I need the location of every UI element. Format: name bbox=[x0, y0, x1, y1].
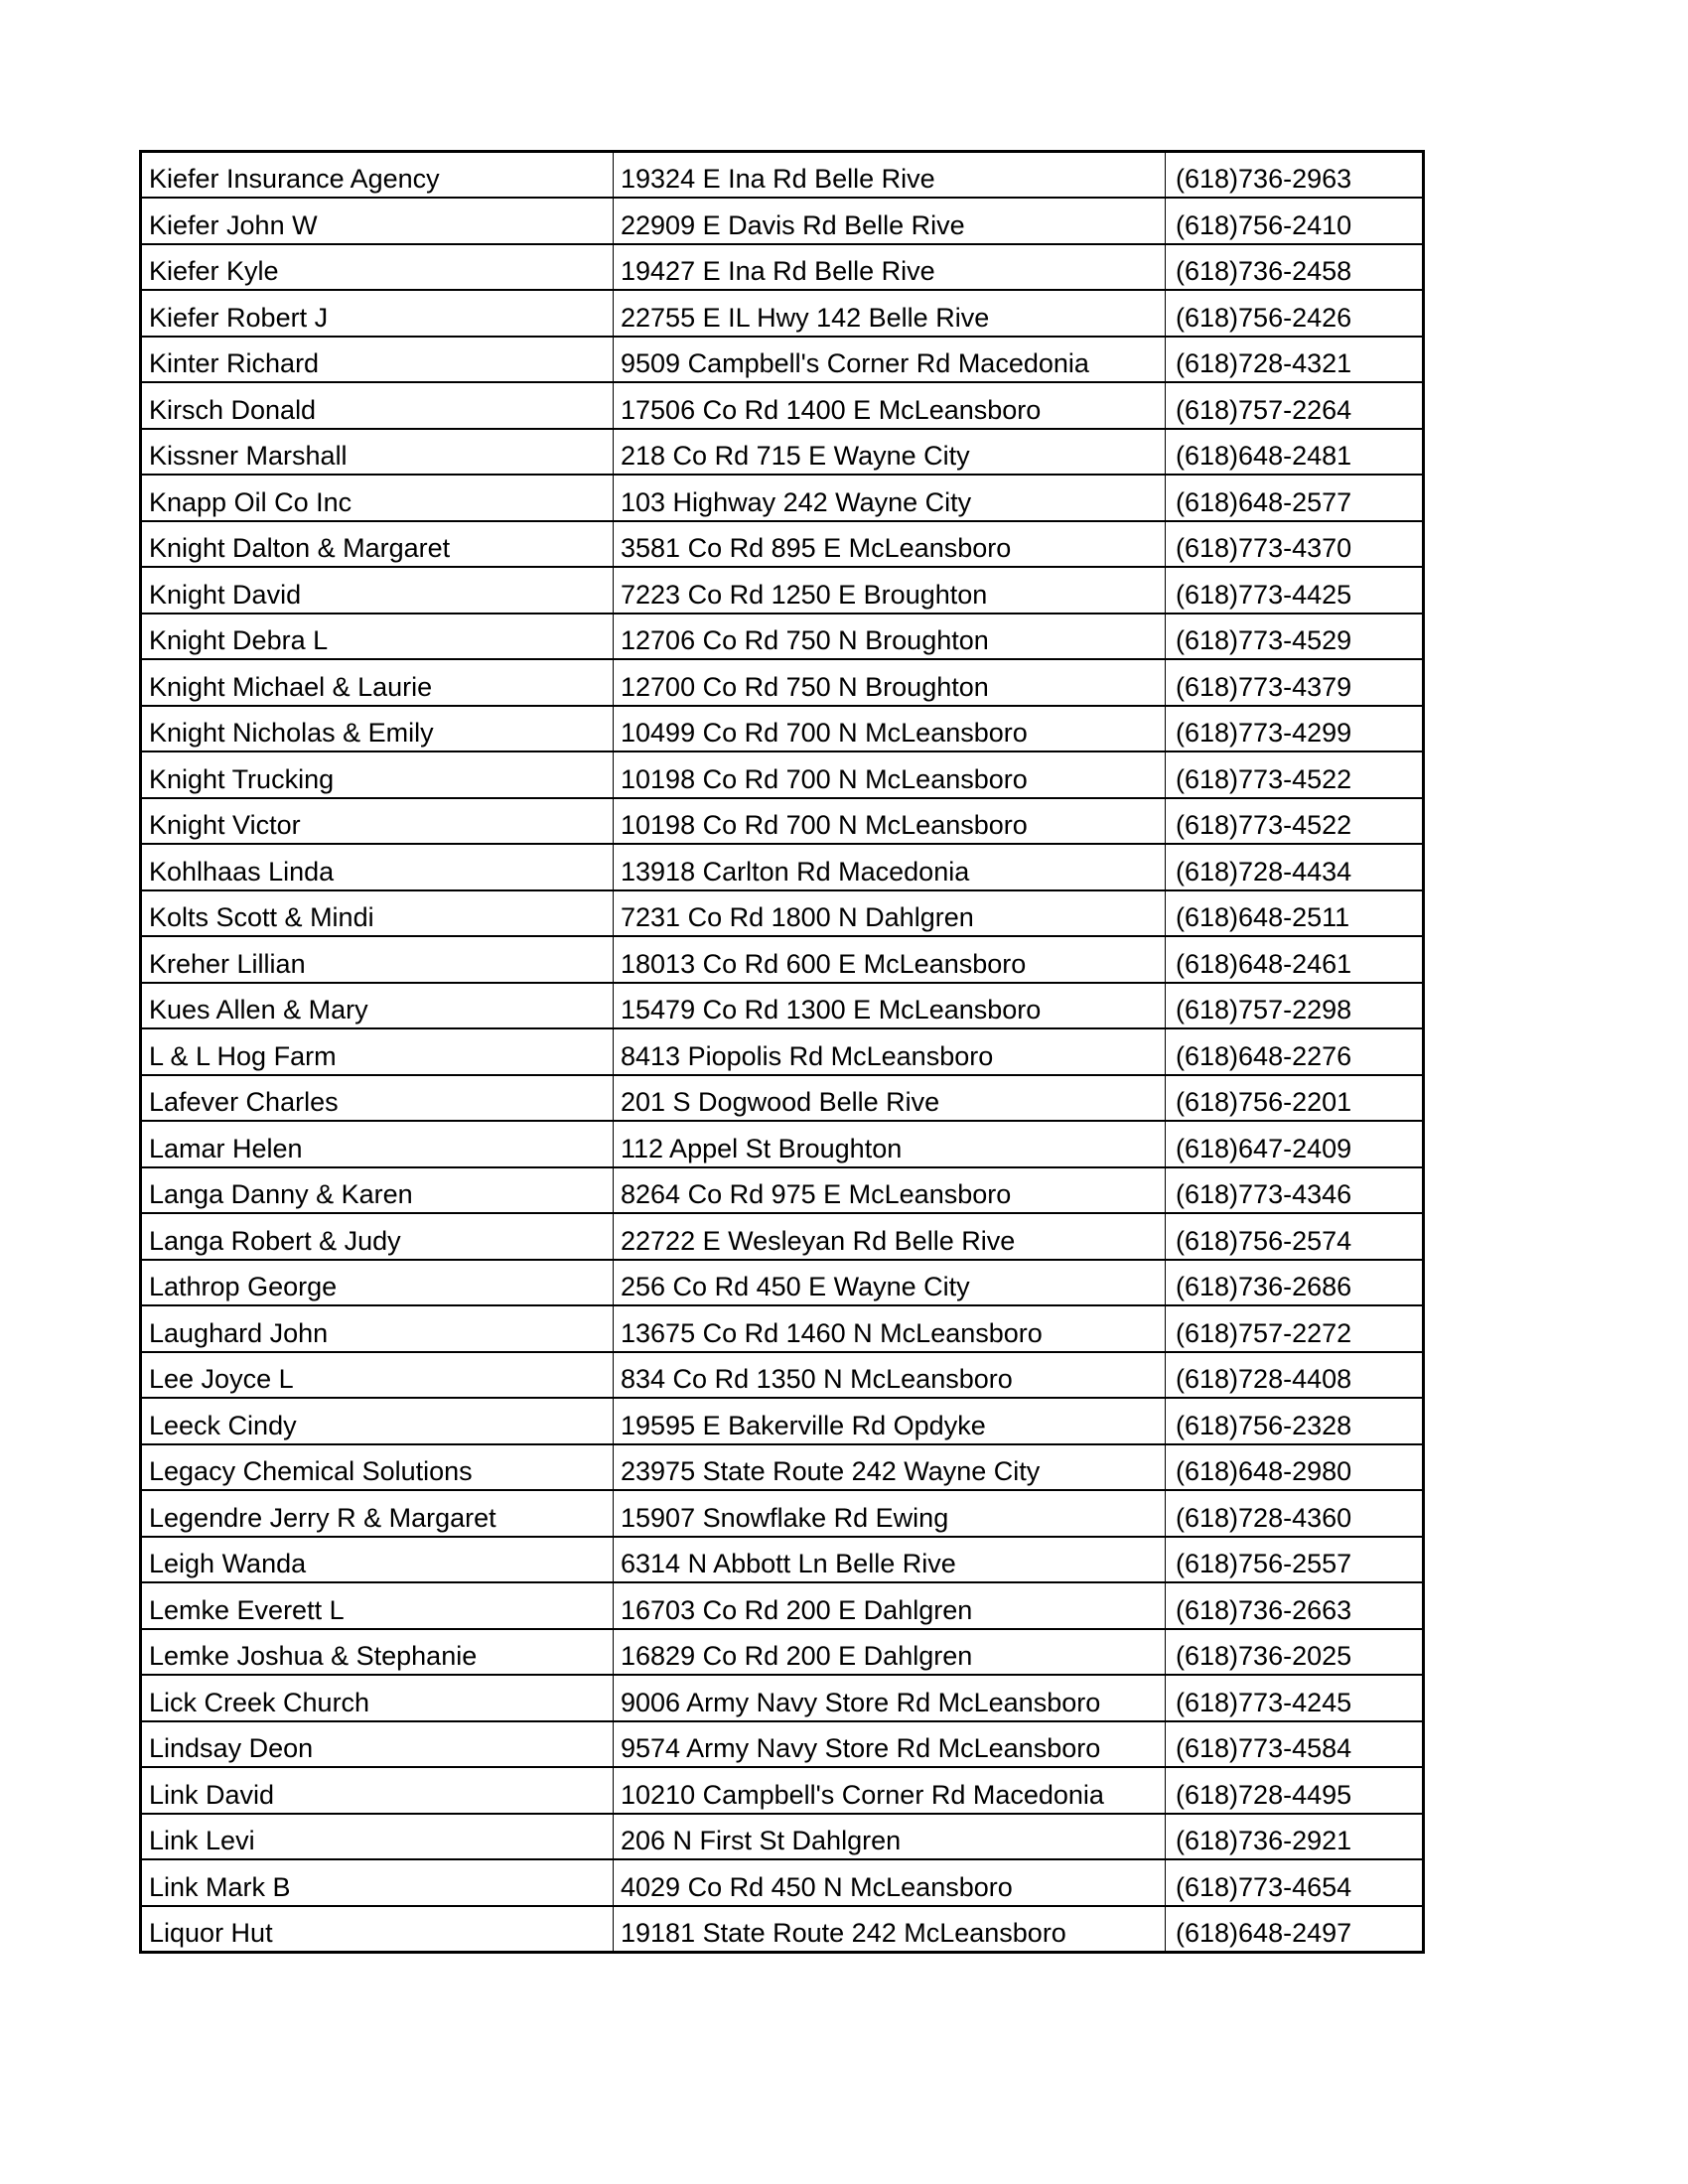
listing-address-cell: 3581 Co Rd 895 E McLeansboro bbox=[614, 521, 1166, 568]
table-row bbox=[141, 521, 1424, 568]
table-row bbox=[141, 844, 1424, 890]
table-row bbox=[141, 337, 1424, 383]
listing-phone-cell: (618)757-2298 bbox=[1166, 983, 1424, 1029]
listing-phone-cell: (618)773-4522 bbox=[1166, 798, 1424, 845]
listing-address-cell: 7231 Co Rd 1800 N Dahlgren bbox=[614, 890, 1166, 937]
listing-name-cell: Langa Danny & Karen bbox=[141, 1167, 614, 1214]
listing-address-cell: 13918 Carlton Rd Macedonia bbox=[614, 844, 1166, 890]
table-row bbox=[141, 1537, 1424, 1583]
table-row bbox=[141, 936, 1424, 983]
listing-phone-cell: (618)648-2577 bbox=[1166, 475, 1424, 521]
listing-phone-cell: (618)728-4321 bbox=[1166, 337, 1424, 383]
listing-address-cell: 17506 Co Rd 1400 E McLeansboro bbox=[614, 382, 1166, 429]
listing-name-cell: Leeck Cindy bbox=[141, 1398, 614, 1444]
listing-name-cell: L & L Hog Farm bbox=[141, 1028, 614, 1075]
listing-name-cell: Lick Creek Church bbox=[141, 1675, 614, 1721]
table-row bbox=[141, 1490, 1424, 1537]
listing-phone-cell: (618)728-4495 bbox=[1166, 1767, 1424, 1814]
listing-name-cell: Lee Joyce L bbox=[141, 1352, 614, 1399]
listing-name-cell: Kirsch Donald bbox=[141, 382, 614, 429]
listing-address-cell: 7223 Co Rd 1250 E Broughton bbox=[614, 567, 1166, 614]
listing-name-cell: Langa Robert & Judy bbox=[141, 1213, 614, 1260]
listing-phone-cell: (618)773-4529 bbox=[1166, 614, 1424, 660]
table-row bbox=[141, 659, 1424, 706]
listing-phone-cell: (618)736-2686 bbox=[1166, 1260, 1424, 1306]
listing-phone-cell: (618)728-4434 bbox=[1166, 844, 1424, 890]
listing-phone-cell: (618)773-4245 bbox=[1166, 1675, 1424, 1721]
table-row bbox=[141, 1028, 1424, 1075]
listing-phone-cell: (618)756-2328 bbox=[1166, 1398, 1424, 1444]
listing-address-cell: 10198 Co Rd 700 N McLeansboro bbox=[614, 751, 1166, 798]
listing-phone-cell: (618)773-4425 bbox=[1166, 567, 1424, 614]
listing-address-cell: 8264 Co Rd 975 E McLeansboro bbox=[614, 1167, 1166, 1214]
table-row bbox=[141, 290, 1424, 337]
listing-name-cell: Leigh Wanda bbox=[141, 1537, 614, 1583]
listing-name-cell: Legacy Chemical Solutions bbox=[141, 1444, 614, 1491]
listing-name-cell: Lafever Charles bbox=[141, 1075, 614, 1122]
table-row bbox=[141, 1305, 1424, 1352]
listing-name-cell: Knight Michael & Laurie bbox=[141, 659, 614, 706]
listing-name-cell: Kinter Richard bbox=[141, 337, 614, 383]
table-row bbox=[141, 198, 1424, 244]
listing-phone-cell: (618)648-2511 bbox=[1166, 890, 1424, 937]
listing-phone-cell: (618)756-2426 bbox=[1166, 290, 1424, 337]
listing-phone-cell: (618)736-2458 bbox=[1166, 244, 1424, 291]
listing-name-cell: Kolts Scott & Mindi bbox=[141, 890, 614, 937]
listing-name-cell: Lemke Everett L bbox=[141, 1582, 614, 1629]
listing-address-cell: 834 Co Rd 1350 N McLeansboro bbox=[614, 1352, 1166, 1399]
table-row bbox=[141, 1167, 1424, 1214]
listing-address-cell: 18013 Co Rd 600 E McLeansboro bbox=[614, 936, 1166, 983]
listing-name-cell: Kreher Lillian bbox=[141, 936, 614, 983]
listing-address-cell: 4029 Co Rd 450 N McLeansboro bbox=[614, 1859, 1166, 1906]
listing-phone-cell: (618)736-2663 bbox=[1166, 1582, 1424, 1629]
listing-name-cell: Knight Nicholas & Emily bbox=[141, 706, 614, 752]
listing-phone-cell: (618)773-4346 bbox=[1166, 1167, 1424, 1214]
listing-address-cell: 103 Highway 242 Wayne City bbox=[614, 475, 1166, 521]
listing-address-cell: 256 Co Rd 450 E Wayne City bbox=[614, 1260, 1166, 1306]
listing-name-cell: Knight Dalton & Margaret bbox=[141, 521, 614, 568]
listing-address-cell: 23975 State Route 242 Wayne City bbox=[614, 1444, 1166, 1491]
listing-name-cell: Kohlhaas Linda bbox=[141, 844, 614, 890]
listing-name-cell: Knight Victor bbox=[141, 798, 614, 845]
listing-phone-cell: (618)756-2410 bbox=[1166, 198, 1424, 244]
listing-name-cell: Kues Allen & Mary bbox=[141, 983, 614, 1029]
listing-address-cell: 12700 Co Rd 750 N Broughton bbox=[614, 659, 1166, 706]
listing-name-cell: Lemke Joshua & Stephanie bbox=[141, 1629, 614, 1676]
listing-address-cell: 19427 E Ina Rd Belle Rive bbox=[614, 244, 1166, 291]
listing-address-cell: 6314 N Abbott Ln Belle Rive bbox=[614, 1537, 1166, 1583]
listing-phone-cell: (618)773-4654 bbox=[1166, 1859, 1424, 1906]
table-row bbox=[141, 1352, 1424, 1399]
listing-phone-cell: (618)736-2963 bbox=[1166, 152, 1424, 199]
listing-address-cell: 16703 Co Rd 200 E Dahlgren bbox=[614, 1582, 1166, 1629]
listing-name-cell: Link David bbox=[141, 1767, 614, 1814]
listing-address-cell: 10499 Co Rd 700 N McLeansboro bbox=[614, 706, 1166, 752]
listing-name-cell: Lindsay Deon bbox=[141, 1721, 614, 1768]
listing-address-cell: 10198 Co Rd 700 N McLeansboro bbox=[614, 798, 1166, 845]
listing-address-cell: 10210 Campbell's Corner Rd Macedonia bbox=[614, 1767, 1166, 1814]
listing-address-cell: 12706 Co Rd 750 N Broughton bbox=[614, 614, 1166, 660]
listing-address-cell: 201 S Dogwood Belle Rive bbox=[614, 1075, 1166, 1122]
listing-phone-cell: (618)773-4522 bbox=[1166, 751, 1424, 798]
table-row bbox=[141, 382, 1424, 429]
table-row bbox=[141, 1260, 1424, 1306]
listing-phone-cell: (618)736-2025 bbox=[1166, 1629, 1424, 1676]
table-row bbox=[141, 1814, 1424, 1860]
listing-phone-cell: (618)773-4379 bbox=[1166, 659, 1424, 706]
listing-phone-cell: (618)773-4370 bbox=[1166, 521, 1424, 568]
table-row bbox=[141, 1444, 1424, 1491]
listing-name-cell: Link Mark B bbox=[141, 1859, 614, 1906]
table-row bbox=[141, 1121, 1424, 1167]
listing-name-cell: Knight David bbox=[141, 567, 614, 614]
table-row bbox=[141, 1582, 1424, 1629]
table-row bbox=[141, 798, 1424, 845]
listing-name-cell: Kiefer John W bbox=[141, 198, 614, 244]
listing-phone-cell: (618)647-2409 bbox=[1166, 1121, 1424, 1167]
table-row bbox=[141, 706, 1424, 752]
table-row bbox=[141, 567, 1424, 614]
table-row bbox=[141, 1859, 1424, 1906]
listing-address-cell: 9509 Campbell's Corner Rd Macedonia bbox=[614, 337, 1166, 383]
listing-name-cell: Kiefer Insurance Agency bbox=[141, 152, 614, 199]
listing-phone-cell: (618)756-2201 bbox=[1166, 1075, 1424, 1122]
listing-name-cell: Kiefer Kyle bbox=[141, 244, 614, 291]
listing-phone-cell: (618)648-2497 bbox=[1166, 1906, 1424, 1953]
listing-name-cell: Liquor Hut bbox=[141, 1906, 614, 1953]
table-row bbox=[141, 614, 1424, 660]
table-row bbox=[141, 1213, 1424, 1260]
table-row bbox=[141, 890, 1424, 937]
listing-name-cell: Knapp Oil Co Inc bbox=[141, 475, 614, 521]
directory-table bbox=[139, 150, 1425, 1954]
listing-phone-cell: (618)773-4584 bbox=[1166, 1721, 1424, 1768]
listing-name-cell: Lathrop George bbox=[141, 1260, 614, 1306]
table-row bbox=[141, 751, 1424, 798]
table-row bbox=[141, 1075, 1424, 1122]
table-row bbox=[141, 1398, 1424, 1444]
listing-phone-cell: (618)728-4360 bbox=[1166, 1490, 1424, 1537]
listing-name-cell: Kiefer Robert J bbox=[141, 290, 614, 337]
listing-name-cell: Kissner Marshall bbox=[141, 429, 614, 476]
listing-name-cell: Link Levi bbox=[141, 1814, 614, 1860]
listing-phone-cell: (618)773-4299 bbox=[1166, 706, 1424, 752]
table-row bbox=[141, 244, 1424, 291]
listing-address-cell: 9574 Army Navy Store Rd McLeansboro bbox=[614, 1721, 1166, 1768]
listing-address-cell: 22755 E IL Hwy 142 Belle Rive bbox=[614, 290, 1166, 337]
table-row bbox=[141, 152, 1424, 199]
listing-address-cell: 19595 E Bakerville Rd Opdyke bbox=[614, 1398, 1166, 1444]
listing-address-cell: 19181 State Route 242 McLeansboro bbox=[614, 1906, 1166, 1953]
listing-address-cell: 218 Co Rd 715 E Wayne City bbox=[614, 429, 1166, 476]
listing-phone-cell: (618)648-2481 bbox=[1166, 429, 1424, 476]
directory-body bbox=[141, 152, 1424, 1953]
listing-address-cell: 19324 E Ina Rd Belle Rive bbox=[614, 152, 1166, 199]
listing-address-cell: 15479 Co Rd 1300 E McLeansboro bbox=[614, 983, 1166, 1029]
listing-phone-cell: (618)756-2557 bbox=[1166, 1537, 1424, 1583]
listing-address-cell: 16829 Co Rd 200 E Dahlgren bbox=[614, 1629, 1166, 1676]
listing-address-cell: 13675 Co Rd 1460 N McLeansboro bbox=[614, 1305, 1166, 1352]
listing-address-cell: 22722 E Wesleyan Rd Belle Rive bbox=[614, 1213, 1166, 1260]
listing-address-cell: 8413 Piopolis Rd McLeansboro bbox=[614, 1028, 1166, 1075]
listing-phone-cell: (618)728-4408 bbox=[1166, 1352, 1424, 1399]
listing-address-cell: 112 Appel St Broughton bbox=[614, 1121, 1166, 1167]
listing-name-cell: Lamar Helen bbox=[141, 1121, 614, 1167]
listing-address-cell: 15907 Snowflake Rd Ewing bbox=[614, 1490, 1166, 1537]
table-row bbox=[141, 1675, 1424, 1721]
listing-phone-cell: (618)757-2272 bbox=[1166, 1305, 1424, 1352]
table-row bbox=[141, 1721, 1424, 1768]
listing-phone-cell: (618)648-2980 bbox=[1166, 1444, 1424, 1491]
listing-name-cell: Laughard John bbox=[141, 1305, 614, 1352]
table-row bbox=[141, 1906, 1424, 1953]
listing-phone-cell: (618)756-2574 bbox=[1166, 1213, 1424, 1260]
table-row bbox=[141, 475, 1424, 521]
listing-name-cell: Knight Trucking bbox=[141, 751, 614, 798]
listing-phone-cell: (618)648-2461 bbox=[1166, 936, 1424, 983]
table-row bbox=[141, 429, 1424, 476]
table-row bbox=[141, 983, 1424, 1029]
listing-address-cell: 206 N First St Dahlgren bbox=[614, 1814, 1166, 1860]
listing-phone-cell: (618)648-2276 bbox=[1166, 1028, 1424, 1075]
table-row bbox=[141, 1767, 1424, 1814]
listing-name-cell: Legendre Jerry R & Margaret bbox=[141, 1490, 614, 1537]
listing-address-cell: 22909 E Davis Rd Belle Rive bbox=[614, 198, 1166, 244]
listing-phone-cell: (618)757-2264 bbox=[1166, 382, 1424, 429]
listing-phone-cell: (618)736-2921 bbox=[1166, 1814, 1424, 1860]
listing-address-cell: 9006 Army Navy Store Rd McLeansboro bbox=[614, 1675, 1166, 1721]
table-row bbox=[141, 1629, 1424, 1676]
listing-name-cell: Knight Debra L bbox=[141, 614, 614, 660]
